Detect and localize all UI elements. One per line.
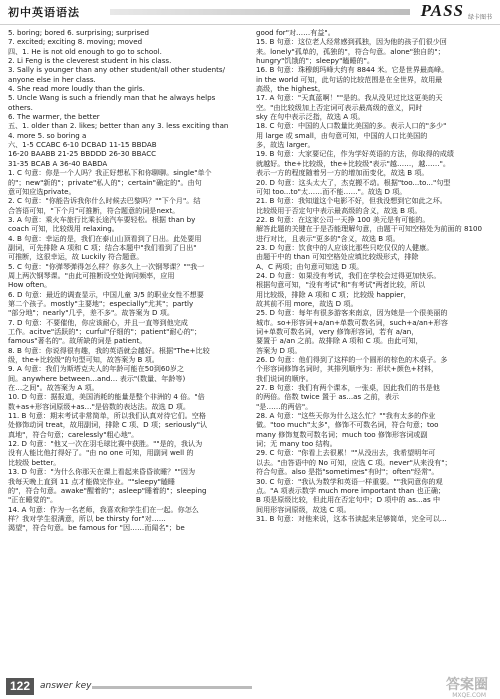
- answer-line: 副词，可先排除 A 项和 C 项；结合本题中"我们看到了日出": [8, 242, 197, 252]
- publisher-subtitle: 绿卡图书: [467, 14, 492, 21]
- answer-line: 30. C 句意："我认为数学和英语一样重要。""我同意你的观: [256, 476, 443, 486]
- answer-line: many 修饰复数可数名词；much too 修饰形容词或副: [256, 429, 428, 439]
- answer-line: 数+as+形容词原级+as…"是倍数的表达法。故选 D 项。: [8, 401, 190, 411]
- answer-line: 的"，符合句意。awake"醒着的"；asleep"睡着的"；sleeping: [8, 485, 207, 495]
- answer-line: 7. excited; exciting 8. moving; moved: [8, 37, 143, 47]
- answer-line: sky 在句中表示泛指，故选 A 项。: [256, 112, 365, 122]
- answer-line: 的"；new"新的"；private"私人的"；certain"确定的"。由句: [8, 177, 202, 187]
- answer-line: 词；无 many too 结构。: [256, 439, 337, 449]
- pass-logo: PASS: [420, 1, 464, 20]
- answer-line: 2. C 句意："你能告诉我你什么时候去巴黎吗？""下个月"。结: [8, 196, 201, 206]
- answer-line: 城市。so+形容词+a/an+单数可数名词，such+a/an+形容: [256, 317, 448, 327]
- answer-line: 间用形容词原级，故选 C 项。: [256, 504, 351, 514]
- watermark-url: MXQE.COM: [452, 692, 486, 699]
- answer-line: 4. She read more loudly than the girls.: [8, 84, 145, 94]
- answer-line: 用 large 或 small，由句意可知，中国的人口比美国的: [256, 130, 428, 140]
- answer-line: 比较级 better。: [8, 457, 61, 467]
- answer-line: 27. B 句意：我们有两个课本，一张桌，因此我们的书是他: [256, 383, 440, 393]
- answer-line: 10. D 句意：据报道，美国消耗的能量是整个非洲的 4 倍。"倍: [8, 392, 205, 402]
- answer-line: 第二个孩子。mostly"主要地"；especially"尤其"；partly: [8, 298, 194, 308]
- answer-line: 4. B 句意：幸运的是，我们在泰山山顶看到了日出。此处要用: [8, 233, 202, 243]
- answer-line: 可知 too...to"太……而不能……"。故选 D 项。: [256, 186, 407, 196]
- answer-line: 12. D 句意："他又一次在羽毛球比赛中获胜。""是的，我认为: [8, 439, 203, 449]
- answer-line: 词+单数可数名词，very 修饰形容词，若有 a/an，: [256, 327, 419, 336]
- answer-line: 22. B 句意：在这家公司一天挣 100 美元是有可能的。: [256, 214, 430, 224]
- answer-line: 9. A 句意：我们为斯塔克夫人的年龄可能在50到60岁之: [8, 364, 185, 374]
- answer-line: 5. Uncle Wang is such a friendly man that he always helps: [8, 93, 216, 103]
- answer-line: 在…之间"。故答案为 A 项。: [8, 383, 99, 393]
- answer-line: 四、1. He is not old enough to go to school.: [8, 46, 162, 56]
- answer-line: hungry"饥饿的"；sleepy"瞌睡的"。: [256, 56, 375, 66]
- answer-line: 13. D 句意："为什么你那天在课上看起来昏昏欲睡？""因为: [8, 467, 196, 477]
- watermark-logo: 答案圈: [446, 676, 488, 692]
- answer-key-label: answer key: [40, 681, 92, 691]
- answer-line: 高级，the highest。: [256, 84, 325, 94]
- answer-line: A、C 两项；由句意可知选 D 项。: [256, 261, 364, 271]
- answer-line: 做。"too much"太多"，修饰不可数名词，符合句意；too: [256, 420, 439, 430]
- answer-line: 故其前不用 more，故选 D 项。: [256, 298, 358, 308]
- answer-line: 根据句意可知，"没有考试"和"有考试"两者比较，所以: [256, 280, 426, 290]
- answer-line: 6. The warmer, the better: [8, 112, 100, 122]
- answer-line: 渴望"，符合句意。be famous for "因……而闻名"；be: [8, 523, 185, 533]
- answer-line: 8. B 句意：你说得很有趣，我的英语就会越好。根据"The+比较: [8, 345, 210, 355]
- answer-column-right: [256, 28, 492, 673]
- answer-line: 5. boring; bored 6. surprising; surprised: [8, 28, 150, 37]
- page-header: [0, 0, 500, 25]
- answer-line: 3. A 句意：乘火车旅行比乘长途汽车要轻松。根据 than by: [8, 214, 196, 224]
- answer-line: others.: [8, 102, 33, 112]
- answer-line: "正在睡觉的"。: [8, 495, 58, 505]
- answer-line: 15. B 句意：这位老人经常感到孤独，因为他的孩子们很少回: [256, 37, 447, 47]
- answer-line: 样？我对学生很满意，所以 be thirsty for"对……: [8, 513, 166, 523]
- answer-line: 2. Li Feng is the cleverest student in his class.: [8, 56, 172, 66]
- answer-line: 比较级用于否定句中表示最高级的含义，故选 B 项。: [256, 205, 422, 215]
- answer-line: 答案为 D 项。: [256, 345, 302, 355]
- answer-line: 3. Sally is younger than any other student/all other students/: [8, 65, 225, 75]
- answer-line: 19. B 句意：大家要记住，作为学好英语的方法，你取得的成绩: [256, 149, 454, 159]
- answer-line: 16. B 句意：珠穆朗玛峰大约有 8844 米。它是世界最高峰。: [256, 65, 449, 75]
- answer-line: 我每天晚上直到 11 点才能做完作业。""sleepy"瞌睡: [8, 476, 176, 486]
- answer-line: 1. C 句意：你是一个人吗？我正好想私下和你聊聊。single"单个: [8, 168, 212, 178]
- answer-line: 就越好。the+比较级，the+比较级"表示"越……，越……"。: [256, 158, 450, 168]
- answer-line: 用比较级，排除 A 项和 C 项；比较级 happier，: [256, 289, 411, 299]
- page-number: 122: [6, 678, 34, 695]
- answer-line: 由题干中的 than 可知空格处应填比较级形式，排除: [256, 252, 419, 262]
- answer-line: 24. D 句意：如果没有考试，我们在学校会过得更加快乐。: [256, 270, 441, 280]
- answer-line: 28. A 句意："这些天你为什么这么忙？""我有太多的作业: [256, 411, 436, 421]
- answer-line: 18. C 句意：中国的人口数量比美国的多。表示人口的"多少": [256, 121, 447, 131]
- answer-line: B 项是原级比较，但此用在否定句中；D 项中的 as...as 中: [256, 495, 441, 505]
- answer-line: 级，the+比较级"的句型可知，故答案为 B 项。: [8, 355, 159, 365]
- answer-line: coach 可知，比较级用 relaxing。: [8, 224, 119, 234]
- answer-line: 20. D 句意：这头太大了，杰克搬不动。根据"too...to..."句型: [256, 177, 451, 187]
- answer-line: 五、1. older than 2. likes; better than any 3. less exciting than: [8, 121, 229, 131]
- answer-line: 31. B 句意：对他来说，这本书读起来足够简单，完全可以...: [256, 513, 447, 523]
- answer-line: "是……的两倍"。: [256, 401, 313, 411]
- footer-decorative-bar: [92, 686, 252, 689]
- answer-line: 意可知应选private。: [8, 186, 76, 196]
- answer-line: anyone else in her class.: [8, 74, 96, 84]
- answer-line: 21. B 句意：我知道这个电影不好，但我没想到它如此之坏。: [256, 196, 447, 206]
- answer-line: 可推断，这很幸运，故 Luckily 符合题意。: [8, 252, 144, 262]
- answer-line: 间。anywhere between…and… 表示"(数量、年龄等): [8, 373, 186, 383]
- answer-line: good for"对……有益"。: [256, 28, 335, 37]
- answer-line: 合答语可知，"下个月"可推断，符合题意的词是next。: [8, 205, 180, 215]
- answer-line: in the world 可知，此句话的比较范围是在全世界，故用最: [256, 74, 443, 84]
- page-footer: [0, 676, 500, 699]
- answer-line: famous"著名的"。故所缺的词是 patient。: [8, 336, 147, 346]
- answer-line: 空。"由比较级加上否定词可表示最高级的意义，同时: [256, 102, 423, 112]
- answer-line: 31-35 BCAB A 36-40 BABDA: [8, 158, 108, 168]
- header-decorative-band: [110, 9, 410, 15]
- answer-line: 16-20 BAABB 21-25 BBDDD 26-30 BBACC: [8, 149, 157, 159]
- answer-line: 个形容词修饰名词时，其排列顺序为：形状+颜色+材料，: [256, 364, 439, 374]
- answer-line: 六、1-5 CCABC 6-10 DCBAD 11-15 BBDAB: [8, 140, 157, 150]
- answer-line: 25. D 句意：每年有很多游客来南京，因为她是一个很美丽的: [256, 308, 448, 318]
- answer-line: 4. more 5. so boring a: [8, 130, 87, 140]
- answer-line: 没有人能比他打得好了。"由 no one 可知，用副词 well 的: [8, 448, 194, 458]
- answer-line: 真地"，符合句意；carelessly"粗心地"。: [8, 429, 139, 439]
- answer-line: 处修饰动词 treat，故用副词，排除 C 项、D 项；seriously"认: [8, 420, 208, 430]
- answer-line: 的两倍。倍数 twice 置于 as...as 之前，表示: [256, 392, 399, 402]
- answer-line: 5. C 句意："你弹琴弹得怎么样？你多久上一次钢琴课？""我一: [8, 261, 205, 271]
- answer-line: 表示一方的程度随着另一方的增加而变化，故选 B 项。: [256, 168, 429, 178]
- answer-line: 要置于 a/an 之前。故排除 A 项和 C 项。由此可知，: [256, 336, 423, 346]
- answer-line: 11. B 句意：期末考试非常简单，所以我们认真对待它们。空格: [8, 411, 206, 421]
- book-title: 初中英语语法: [8, 7, 80, 19]
- answer-line: 29. C 句意："你看上去很累！""从没出去，我希望明年可: [256, 448, 436, 458]
- answer-line: 以去。"由答语中的 No 可知，应选 C 项。never"从来没有"；: [256, 457, 452, 467]
- answer-line: 符合句意。also 是指"sometimes"有时"；often"经常"。: [256, 467, 439, 477]
- answer-line: 17. A 句意："天真蓝啊！""是的。我从没见过比这更美的天: [256, 93, 443, 103]
- answer-line: 26. D 句意：他们得到了这样的一个圆形的棕色的木桌子。多: [256, 355, 448, 365]
- answer-line: 14. A 句意：作为一名老师，我喜欢和学生们在一起。你怎么: [8, 504, 199, 514]
- answer-line: 来。lonely"孤单的，孤独的"，符合句意。alone"独自的"；: [256, 46, 445, 56]
- answer-line: "部分地"；nearly"几乎，差不多"。故答案为 D 项。: [8, 308, 174, 318]
- answer-line: 7. D 句意：不要催他，你应该耐心，并且一直等到他完成: [8, 317, 188, 327]
- answer-line: How often。: [8, 280, 52, 290]
- answer-line: 23. D 句意：饮食中的人应该比那些只吃仅仅的人健康。: [256, 242, 434, 252]
- answer-line: 我们说词的顺序。: [256, 373, 313, 383]
- answer-line: 点。"A 项表示数学 much more important than 也正确；: [256, 485, 446, 495]
- answer-line: 进行对比，且表示"更多的"含义，故选 B 项。: [256, 233, 400, 243]
- answer-line: 多，故选 larger。: [256, 140, 315, 150]
- answer-line: 解答此题的关键在于是否能理解句意，由题干可知空格处为前面的 8100: [256, 224, 483, 234]
- answer-line: 周上两次钢琴课。"由此可推断设空处询问频率，应用: [8, 270, 175, 280]
- answer-column-left: [8, 28, 244, 673]
- answer-line: 工作。acitve"活跃的"；curful"仔细的"；patient"耐心的"；: [8, 327, 202, 336]
- answer-line: 6. D 句意：最近的调查显示，中国儿童 3/5 的职业女性不想要: [8, 289, 204, 299]
